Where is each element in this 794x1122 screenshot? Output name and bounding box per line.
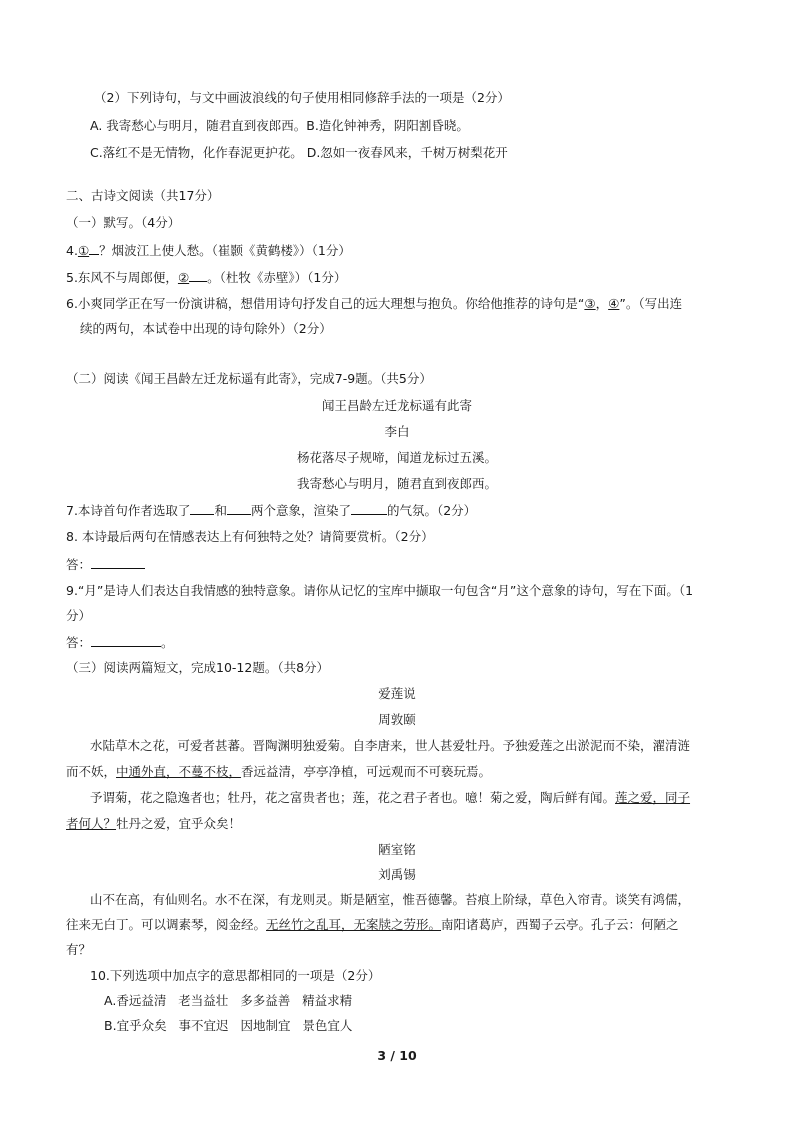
option-d: D.忽如一夜春风来，千树万树梨花开 bbox=[306, 145, 508, 160]
question-6-line-2: 续的两句，本试卷中出现的诗句除外）（2分） bbox=[80, 321, 332, 336]
essay-2-line-3: 有？ bbox=[66, 942, 92, 957]
question-2-stem: （2）下列诗句，与文中画波浪线的句子使用相同修辞手法的一项是（2分） bbox=[94, 90, 510, 105]
answer-blank-2: ② bbox=[177, 270, 190, 285]
question-5: 5.东风不与周郎便，② 。（杜牧《赤壁》）（1分） bbox=[66, 270, 347, 285]
essay-2-line-2: 往来无白丁。可以调素琴，阅金经。无丝竹之乱耳，无案牍之劳形。南阳诸葛庐，西蜀子云亭。孔子云：何陋之 bbox=[66, 917, 679, 932]
essay-1-para-1-line-1: 水陆草木之花，可爱者甚蕃。晋陶渊明独爱菊。自李唐来，世人甚爱牡丹。予独爱莲之出淤泥而不染，濯清涟 bbox=[90, 738, 691, 753]
answer-blank-1: ① bbox=[77, 243, 90, 258]
question-9: 9.“月”是诗人们表达自我情感的独特意象。请你从记忆的宝库中撷取一句包含“月”这个意象的诗句，写在下面。（1 bbox=[66, 583, 694, 598]
section-2-title: 二、古诗文阅读（共17分） bbox=[66, 188, 220, 203]
essay-2-author: 刘禹锡 bbox=[378, 867, 416, 882]
option-c: C.落红不是无情物，化作春泥更护花。 bbox=[90, 145, 303, 160]
underlined-sentence: 莲之爱，同子 bbox=[615, 790, 691, 805]
question-10-option-b: B.宜乎众矣 事不宜迟 因地制宜 景色宜人 bbox=[104, 1018, 353, 1033]
underlined-sentence: 中通外直，不蔓不枝， bbox=[116, 764, 242, 779]
question-9-answer: 答： 。 bbox=[66, 635, 174, 650]
question-10-option-a: A.香远益清 老当益壮 多多益善 精益求精 bbox=[104, 993, 353, 1008]
underlined-sentence: 无丝竹之乱耳，无案牍之劳形。 bbox=[266, 917, 442, 932]
subsection-1-title: （一）默写。（4分） bbox=[66, 215, 181, 230]
question-2-options-ab bbox=[90, 118, 469, 134]
essay-2-title: 陋室铭 bbox=[378, 842, 416, 857]
poem-line-2: 我寄愁心与明月，随君直到夜郎西。 bbox=[296, 476, 497, 491]
underlined-sentence: 者何人？ bbox=[66, 816, 117, 831]
section-3-title: （三）阅读两篇短文，完成10-12题。（共8分） bbox=[66, 660, 330, 675]
question-2-options-cd bbox=[90, 145, 508, 161]
essay-1-author: 周敦颐 bbox=[378, 712, 416, 727]
poem-section-title: （二）阅读《闻王昌龄左迁龙标遥有此寄》，完成7-9题。（共5分） bbox=[66, 371, 432, 386]
answer-blank-4: ④ bbox=[608, 296, 620, 311]
question-7: 7.本诗首句作者选取了 和 两个意象，渲染了 的气氛。（2分） bbox=[66, 503, 477, 518]
poem-title: 闻王昌龄左迁龙标遥有此寄 bbox=[321, 398, 472, 413]
answer-blank[interactable] bbox=[227, 502, 251, 515]
answer-line[interactable] bbox=[91, 634, 161, 647]
essay-1-title: 爱莲说 bbox=[378, 686, 416, 701]
answer-blank[interactable] bbox=[190, 502, 214, 515]
essay-1-para-2-line-1: 予谓菊，花之隐逸者也；牡丹，花之富贵者也；莲，花之君子者也。噫！菊之爱，陶后鲜有闻。莲之爱，同子 bbox=[90, 790, 691, 805]
answer-blank[interactable] bbox=[351, 502, 387, 515]
question-10: 10.下列选项中加点字的意思都相同的一项是（2分） bbox=[90, 968, 381, 983]
answer-line[interactable] bbox=[91, 556, 145, 569]
question-9-line-2: 分） bbox=[66, 608, 92, 623]
question-4: 4.① ？烟波江上使人愁。（崔颢《黄鹤楼》）（1分） bbox=[66, 243, 351, 258]
question-8: 8. 本诗最后两句在情感表达上有何独特之处？请简要赏析。（2分） bbox=[66, 529, 434, 544]
essay-1-para-2-line-2: 者何人？牡丹之爱，宜乎众矣！ bbox=[66, 816, 242, 831]
option-a: A. 我寄愁心与明月，随君直到夜郎西。 bbox=[90, 118, 307, 133]
question-6: 6.小爽同学正在写一份演讲稿，想借用诗句抒发自己的远大理想与抱负。你给他推荐的诗句是“③，④”。（写出连 bbox=[66, 296, 683, 311]
poem-author: 李白 bbox=[384, 424, 410, 439]
essay-2-line-1: 山不在高，有仙则名。水不在深，有龙则灵。斯是陋室，惟吾德馨。苔痕上阶绿，草色入帘青。谈笑有鸿儒， bbox=[90, 892, 691, 907]
essay-1-para-1-line-2: 而不妖，中通外直，不蔓不枝，香远益清，亭亭净植，可远观而不可亵玩焉。 bbox=[66, 764, 492, 779]
question-8-answer: 答： bbox=[66, 556, 145, 573]
poem-line-1: 杨花落尽子规啼，闻道龙标过五溪。 bbox=[296, 450, 497, 465]
answer-blank-3: ③ bbox=[584, 296, 596, 311]
page-number: 3 / 10 bbox=[377, 1048, 417, 1063]
option-b: B.造化钟神秀，阴阳割昏晓。 bbox=[306, 118, 469, 133]
